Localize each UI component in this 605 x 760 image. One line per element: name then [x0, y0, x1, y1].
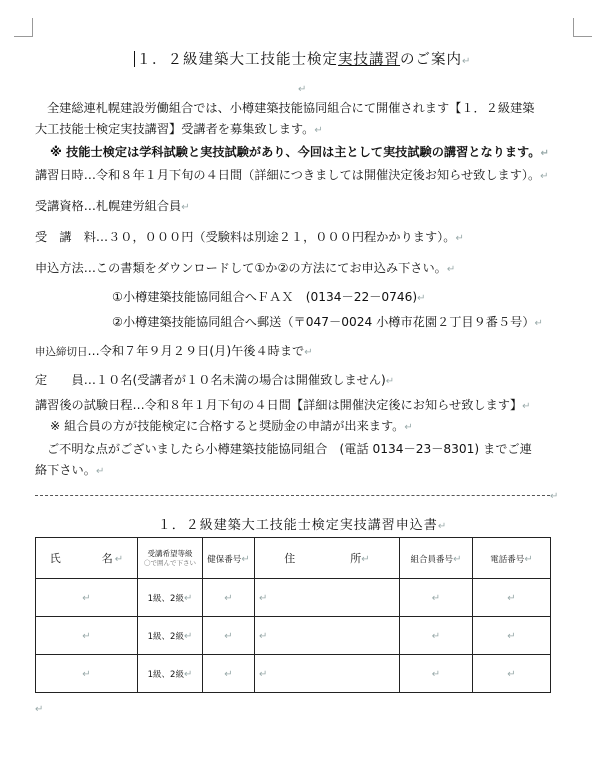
eligibility-line: 受講資格…札幌建労組合員↵ [35, 199, 190, 213]
table-header-row [36, 538, 551, 579]
empty-paragraph [298, 80, 306, 98]
contact-line-2: 絡下さい。↵ [35, 463, 105, 477]
paragraph-mark: ↵ [259, 669, 268, 680]
option-mail: ②小樽建築技能協同組合へ郵送（〒047－0024 小樽市花園２丁目９番５号）↵ [112, 315, 543, 329]
address-cell[interactable] [255, 579, 400, 617]
name-cell[interactable] [36, 579, 138, 617]
deadline-text: …令和７年９月２９日(月)午後４時まで [87, 344, 305, 358]
paragraph-mark: ↵ [540, 171, 549, 182]
header-phone: 電話番号↵ [473, 538, 551, 579]
paragraph-mark: ↵ [385, 376, 395, 387]
address-cell[interactable] [255, 617, 400, 655]
paragraph-mark: ↵ [431, 593, 441, 604]
header-address: 住 所↵ [255, 538, 400, 579]
grade-cell[interactable]: 1級、2級↵ [138, 617, 203, 655]
header-name: 氏 名↵ [36, 538, 138, 579]
paragraph-mark: ↵ [404, 422, 413, 433]
cut-line [35, 495, 550, 496]
title-underlined: 実技講習 [338, 52, 401, 68]
paragraph-mark: ↵ [534, 318, 543, 329]
insurance-cell[interactable] [203, 655, 255, 693]
paragraph-mark: ↵ [507, 631, 516, 642]
insurance-cell[interactable] [203, 579, 255, 617]
grade-cell[interactable]: 1級、2級↵ [138, 655, 203, 693]
crop-mark-top-left [14, 18, 33, 37]
paragraph-mark: ↵ [455, 233, 464, 244]
paragraph-mark: ↵ [224, 631, 233, 642]
fee-line: 受 講 料…３０，０００円（受験料は別途２１，０００円程かかります）。↵ [35, 230, 464, 244]
paragraph-mark: ↵ [259, 593, 268, 604]
paragraph-mark: ↵ [522, 401, 531, 412]
paragraph-mark: ↵ [417, 293, 426, 304]
empty-paragraph [550, 487, 558, 505]
capacity-line: 定 員…１０名(受講者が１０名未満の場合は開催致しません)↵ [35, 373, 395, 387]
header-grade-note: 〇で囲んで下さい [144, 558, 196, 567]
deadline-line [35, 343, 313, 361]
name-cell[interactable] [36, 655, 138, 693]
paragraph-mark: ↵ [298, 84, 307, 95]
paragraph-mark: ↵ [446, 264, 456, 275]
insurance-cell[interactable] [203, 617, 255, 655]
paragraph-mark: ↵ [183, 593, 193, 604]
paragraph-mark: ↵ [431, 631, 441, 642]
phone-cell[interactable] [473, 617, 551, 655]
paragraph-mark: ↵ [431, 669, 441, 680]
intro-line-1: 全建総連札幌建設労働組合では、小樽建築技能協同組合にて開催されます【１．２級建築 [47, 101, 535, 115]
phone-cell[interactable] [473, 579, 551, 617]
paragraph-mark: ↵ [35, 704, 44, 715]
paragraph-mark: ↵ [224, 593, 233, 604]
paragraph-mark: ↵ [550, 491, 559, 502]
paragraph-mark: ↵ [183, 669, 193, 680]
paragraph-mark: ↵ [314, 125, 323, 136]
paragraph-mark: ↵ [114, 554, 124, 565]
method-line: 申込方法…この書類をダウンロードして①か②の方法にてお申込み下さい。↵ [35, 261, 456, 275]
application-form-table [35, 537, 551, 693]
paragraph-mark: ↵ [361, 554, 370, 565]
paragraph-mark: ↵ [95, 466, 105, 477]
crop-mark-top-right [573, 18, 592, 37]
paragraph-mark: ↵ [304, 347, 313, 358]
form-title: １．２級建築大工技能士検定実技講習申込書↵ [157, 518, 448, 533]
header-grade: 受講希望等級 〇で囲んで下さい [138, 538, 203, 579]
paragraph-mark: ↵ [183, 631, 193, 642]
member-number-cell[interactable] [400, 617, 473, 655]
note-subsidy: ※ 組合員の方が技能検定に合格すると奨励金の申請が出来ます。↵ [50, 419, 413, 433]
header-insurance: 健保番号↵ [203, 538, 255, 579]
schedule-line: 講習日時…令和８年１月下旬の４日間（詳細につきましては開催決定後お知らせ致します）。↵ [35, 168, 549, 182]
paragraph-mark: ↵ [524, 553, 533, 565]
paragraph-mark: ↵ [259, 631, 268, 642]
grade-cell[interactable]: 1級、2級↵ [138, 579, 203, 617]
paragraph-mark: ↵ [82, 631, 91, 642]
option-fax: ①小樽建築技能協同組合へＦＡＸ (0134－22－0746)↵ [112, 290, 426, 304]
table-row [36, 655, 551, 693]
address-cell[interactable] [255, 655, 400, 693]
name-cell[interactable] [36, 617, 138, 655]
paragraph-mark: ↵ [82, 593, 91, 604]
intro-line-2: 大工技能士検定実技講習】受講者を募集致します。↵ [35, 122, 323, 136]
member-number-cell[interactable] [400, 579, 473, 617]
empty-paragraph [35, 700, 43, 718]
contact-line-1: ご不明な点がございましたら小樽建築技能協同組合 (電話 0134－23－8301) までご連 [47, 442, 532, 456]
table-row [36, 617, 551, 655]
text-cursor [134, 51, 135, 67]
paragraph-mark: ↵ [507, 669, 516, 680]
note-exam-type: ※ 技能士検定は学科試験と実技試験があり、今回は主として実技試験の講習となります。↵ [50, 145, 549, 159]
phone-cell[interactable] [473, 655, 551, 693]
title-suffix: のご案内 [400, 52, 463, 68]
paragraph-mark: ↵ [181, 202, 190, 213]
paragraph-mark: ↵ [540, 148, 549, 159]
paragraph-mark: ↵ [241, 553, 250, 565]
deadline-label: 申込締切日 [35, 346, 88, 358]
paragraph-mark: ↵ [453, 553, 462, 565]
exam-schedule-line: 講習後の試験日程…令和８年１月下旬の４日間【詳細は開催決定後にお知らせ致します】↵ [35, 398, 531, 412]
member-number-cell[interactable] [400, 655, 473, 693]
paragraph-mark: ↵ [507, 593, 516, 604]
page-title [0, 48, 605, 69]
table-row [36, 579, 551, 617]
paragraph-mark: ↵ [437, 521, 448, 532]
title-prefix: １．２級建築大工技能士検定 [136, 52, 339, 68]
paragraph-mark: ↵ [224, 669, 233, 680]
paragraph-mark: ↵ [462, 56, 472, 67]
header-member-number: 組合員番号↵ [400, 538, 473, 579]
paragraph-mark: ↵ [82, 669, 91, 680]
